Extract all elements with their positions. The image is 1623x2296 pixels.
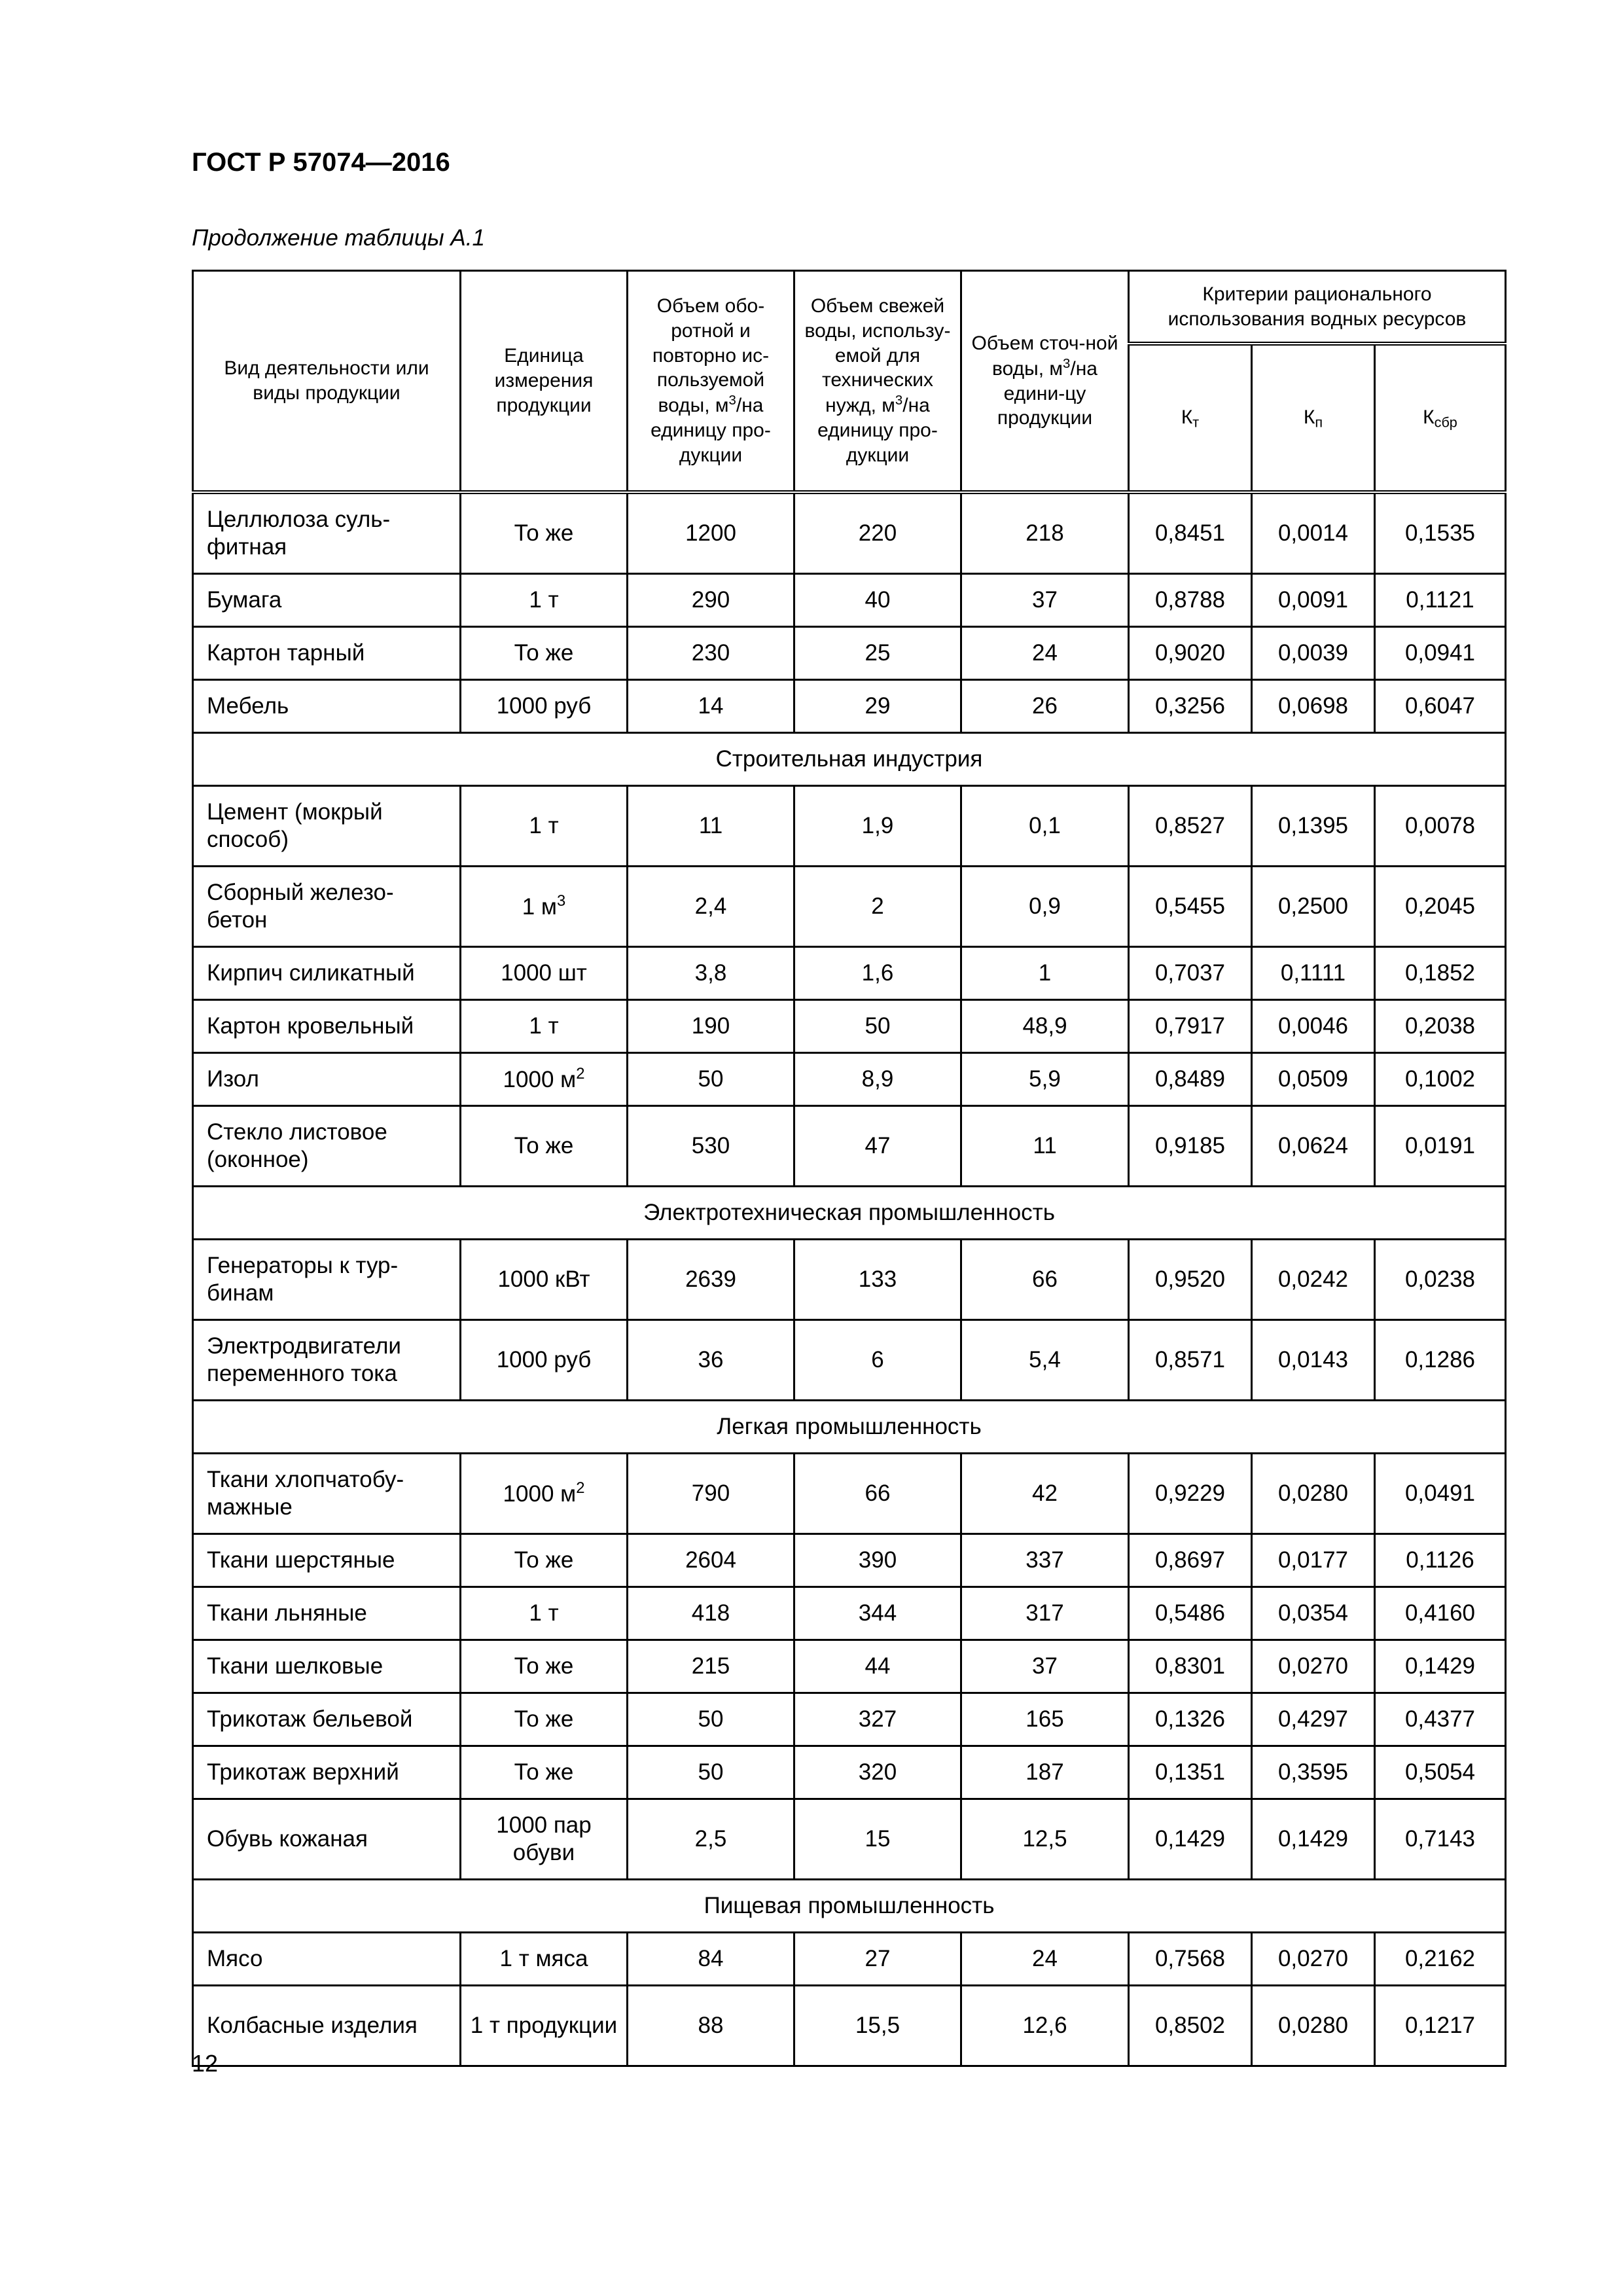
cell-unit: [461, 1454, 628, 1534]
cell-fresh: 1,6: [794, 947, 961, 1000]
cell-kt: 0,8788: [1129, 574, 1252, 627]
cell-name: Генераторы к тур-бинам: [193, 1240, 461, 1320]
cell-fresh: 15,5: [794, 1986, 961, 2066]
cell-unit: [461, 1933, 628, 1986]
cell-kp: 0,0039: [1252, 627, 1375, 680]
cell-unit: [461, 1693, 628, 1746]
cell-waste: 218: [961, 492, 1129, 574]
cell-waste: 66: [961, 1240, 1129, 1320]
cell-unit: [461, 574, 628, 627]
cell-ksbr: 0,1217: [1375, 1986, 1506, 2066]
cell-kp: 0,0091: [1252, 574, 1375, 627]
cell-kp: 0,0354: [1252, 1587, 1375, 1640]
unit-text: То же: [514, 1133, 574, 1158]
cell-waste: 42: [961, 1454, 1129, 1534]
cell-kp: 0,1111: [1252, 947, 1375, 1000]
page-number: 12: [192, 2050, 219, 2077]
cell-unit: [461, 1799, 628, 1880]
cell-unit: [461, 680, 628, 733]
cell-fresh: 66: [794, 1454, 961, 1534]
cell-unit: [461, 1587, 628, 1640]
cell-kp: 0,0509: [1252, 1053, 1375, 1106]
cell-kt: 0,8697: [1129, 1534, 1252, 1587]
cell-name: Мебель: [193, 680, 461, 733]
cell-ksbr: 0,0491: [1375, 1454, 1506, 1534]
cell-kp: 0,4297: [1252, 1693, 1375, 1746]
cell-waste: 317: [961, 1587, 1129, 1640]
unit-text: 1000 руб: [496, 1347, 592, 1372]
table-row: [193, 1640, 1506, 1693]
table-row: [193, 1534, 1506, 1587]
unit-text: 1 т: [529, 1013, 559, 1039]
cell-fresh: 6: [794, 1320, 961, 1401]
cell-kt: 0,8571: [1129, 1320, 1252, 1401]
cell-kp: 0,0177: [1252, 1534, 1375, 1587]
document-title: ГОСТ Р 57074—2016: [192, 148, 450, 177]
cell-recycled: 36: [628, 1320, 794, 1401]
cell-recycled: 190: [628, 1000, 794, 1053]
cell-unit: [461, 1640, 628, 1693]
unit-text: 1000 м: [503, 1067, 577, 1093]
cell-waste: 337: [961, 1534, 1129, 1587]
cell-name: Трикотаж верхний: [193, 1746, 461, 1799]
cell-recycled: 84: [628, 1933, 794, 1986]
section-row: [193, 1880, 1506, 1933]
unit-exponent: 2: [576, 1064, 585, 1083]
cell-kt: 0,7568: [1129, 1933, 1252, 1986]
cell-kt: 0,8451: [1129, 492, 1252, 574]
cell-waste: 165: [961, 1693, 1129, 1746]
cell-waste: 26: [961, 680, 1129, 733]
cell-ksbr: 0,1852: [1375, 947, 1506, 1000]
cell-fresh: 320: [794, 1746, 961, 1799]
cell-waste: 37: [961, 1640, 1129, 1693]
cell-kt: 0,1429: [1129, 1799, 1252, 1880]
section-row: [193, 733, 1506, 786]
cell-fresh: 47: [794, 1106, 961, 1187]
table-row: [193, 1587, 1506, 1640]
cell-waste: 37: [961, 574, 1129, 627]
cell-waste: 0,9: [961, 867, 1129, 947]
table-row: [193, 1106, 1506, 1187]
table-row: [193, 1986, 1506, 2066]
cell-waste: 12,6: [961, 1986, 1129, 2066]
cell-waste: 11: [961, 1106, 1129, 1187]
cell-kt: 0,1326: [1129, 1693, 1252, 1746]
table-row: [193, 1240, 1506, 1320]
cell-kp: 0,0270: [1252, 1640, 1375, 1693]
cell-unit: [461, 1534, 628, 1587]
cell-recycled: 50: [628, 1053, 794, 1106]
table-row: [193, 1320, 1506, 1401]
cell-name: Электродвигатели переменного тока: [193, 1320, 461, 1401]
cell-ksbr: 0,7143: [1375, 1799, 1506, 1880]
water-use-table: [192, 270, 1507, 2067]
cell-kp: 0,0280: [1252, 1454, 1375, 1534]
cell-fresh: 25: [794, 627, 961, 680]
cell-recycled: 14: [628, 680, 794, 733]
unit-text: 1 т: [529, 587, 559, 613]
cell-fresh: 133: [794, 1240, 961, 1320]
cell-recycled: 88: [628, 1986, 794, 2066]
cell-fresh: 29: [794, 680, 961, 733]
cell-name: Ткани шерстяные: [193, 1534, 461, 1587]
table-row: [193, 1746, 1506, 1799]
cell-ksbr: 0,0238: [1375, 1240, 1506, 1320]
unit-text: 1000 шт: [501, 960, 587, 986]
cell-kt: 0,3256: [1129, 680, 1252, 733]
cell-kp: 0,0143: [1252, 1320, 1375, 1401]
cell-kp: 0,0014: [1252, 492, 1375, 574]
cell-ksbr: 0,0191: [1375, 1106, 1506, 1187]
table-header: [193, 271, 1506, 493]
cell-name: Трикотаж бельевой: [193, 1693, 461, 1746]
cell-name: Кирпич силикатный: [193, 947, 461, 1000]
cell-recycled: 215: [628, 1640, 794, 1693]
cell-kp: 0,2500: [1252, 867, 1375, 947]
cell-unit: [461, 1106, 628, 1187]
cell-recycled: 790: [628, 1454, 794, 1534]
cell-name: Колбасные изделия: [193, 1986, 461, 2066]
cell-recycled: 2,4: [628, 867, 794, 947]
unit-exponent: 2: [576, 1479, 585, 1497]
cell-fresh: 8,9: [794, 1053, 961, 1106]
cell-kt: 0,9020: [1129, 627, 1252, 680]
cell-waste: 12,5: [961, 1799, 1129, 1880]
section-row: [193, 1187, 1506, 1240]
cell-recycled: 3,8: [628, 947, 794, 1000]
cell-name: Мясо: [193, 1933, 461, 1986]
cell-waste: 1: [961, 947, 1129, 1000]
cell-unit: [461, 627, 628, 680]
header-kp: $К_п$: [1252, 344, 1375, 492]
cell-ksbr: 0,1429: [1375, 1640, 1506, 1693]
cell-ksbr: 0,4160: [1375, 1587, 1506, 1640]
unit-text: 1 м: [522, 894, 557, 920]
cell-fresh: 40: [794, 574, 961, 627]
unit-text: То же: [514, 1547, 574, 1573]
cell-kt: 0,8527: [1129, 786, 1252, 867]
cell-kp: 0,1429: [1252, 1799, 1375, 1880]
cell-recycled: 2604: [628, 1534, 794, 1587]
header-activity: Вид деятельности или виды продукции: [193, 271, 461, 493]
unit-text: 1000 кВт: [497, 1266, 590, 1292]
cell-ksbr: 0,2038: [1375, 1000, 1506, 1053]
table-row: [193, 867, 1506, 947]
cell-unit: [461, 1320, 628, 1401]
cell-kp: 0,0270: [1252, 1933, 1375, 1986]
cell-fresh: 390: [794, 1534, 961, 1587]
cell-kp: 0,1395: [1252, 786, 1375, 867]
cell-ksbr: 0,0078: [1375, 786, 1506, 867]
table-row: [193, 1933, 1506, 1986]
cell-recycled: 530: [628, 1106, 794, 1187]
cell-recycled: 290: [628, 574, 794, 627]
cell-ksbr: 0,1286: [1375, 1320, 1506, 1401]
cell-kt: 0,9185: [1129, 1106, 1252, 1187]
table-caption: Продолжение таблицы А.1: [192, 225, 485, 251]
cell-kp: 0,3595: [1252, 1746, 1375, 1799]
cell-fresh: 327: [794, 1693, 961, 1746]
cell-waste: 48,9: [961, 1000, 1129, 1053]
cell-ksbr: 0,5054: [1375, 1746, 1506, 1799]
cell-fresh: 344: [794, 1587, 961, 1640]
cell-ksbr: 0,6047: [1375, 680, 1506, 733]
cell-fresh: 44: [794, 1640, 961, 1693]
unit-text: 1 т продукции: [470, 2013, 618, 2038]
cell-unit: [461, 1240, 628, 1320]
cell-kt: 0,5455: [1129, 867, 1252, 947]
cell-ksbr: 0,1002: [1375, 1053, 1506, 1106]
unit-text: То же: [514, 1759, 574, 1785]
unit-text: 1 т: [529, 1600, 559, 1626]
header-unit: Единица измерения продукции: [461, 271, 628, 493]
cell-kt: 0,9520: [1129, 1240, 1252, 1320]
cell-waste: 5,4: [961, 1320, 1129, 1401]
cell-name: Изол: [193, 1053, 461, 1106]
cell-ksbr: 0,1535: [1375, 492, 1506, 574]
cell-name: Стекло листовое (оконное): [193, 1106, 461, 1187]
cell-kt: 0,8502: [1129, 1986, 1252, 2066]
unit-text: То же: [514, 1653, 574, 1679]
cell-recycled: 2639: [628, 1240, 794, 1320]
cell-name: Ткани шелковые: [193, 1640, 461, 1693]
header-recycled-water: Объем обо-ротной и повторно ис-пользуемой воды, $м^3/на$ единицу про-дукции: [628, 271, 794, 493]
cell-unit: [461, 492, 628, 574]
unit-text: 1000 пар обуви: [496, 1812, 592, 1865]
cell-ksbr: 0,1121: [1375, 574, 1506, 627]
cell-fresh: 220: [794, 492, 961, 574]
table-row: [193, 947, 1506, 1000]
cell-name: Бумага: [193, 574, 461, 627]
cell-waste: 0,1: [961, 786, 1129, 867]
unit-text: То же: [514, 640, 574, 666]
cell-ksbr: 0,4377: [1375, 1693, 1506, 1746]
unit-text: То же: [514, 1706, 574, 1732]
cell-waste: 5,9: [961, 1053, 1129, 1106]
section-row: [193, 1401, 1506, 1454]
cell-waste: 187: [961, 1746, 1129, 1799]
cell-fresh: 27: [794, 1933, 961, 1986]
cell-kp: 0,0698: [1252, 680, 1375, 733]
cell-waste: 24: [961, 627, 1129, 680]
cell-name: Целлюлоза суль-фитная: [193, 492, 461, 574]
cell-fresh: 50: [794, 1000, 961, 1053]
table-row: [193, 1000, 1506, 1053]
cell-fresh: 15: [794, 1799, 961, 1880]
unit-text: 1000 м: [503, 1481, 577, 1507]
cell-name: Ткани льняные: [193, 1587, 461, 1640]
cell-kt: 0,5486: [1129, 1587, 1252, 1640]
table-row: [193, 680, 1506, 733]
cell-recycled: 418: [628, 1587, 794, 1640]
cell-kt: 0,7037: [1129, 947, 1252, 1000]
cell-unit: [461, 867, 628, 947]
cell-kt: 0,8301: [1129, 1640, 1252, 1693]
cell-name: Обувь кожаная: [193, 1799, 461, 1880]
cell-name: Цемент (мокрый способ): [193, 786, 461, 867]
cell-kp: 0,0280: [1252, 1986, 1375, 2066]
cell-kt: 0,1351: [1129, 1746, 1252, 1799]
cell-ksbr: 0,2162: [1375, 1933, 1506, 1986]
cell-waste: 24: [961, 1933, 1129, 1986]
table-body: [193, 492, 1506, 2066]
cell-recycled: 230: [628, 627, 794, 680]
cell-name: Сборный железо-бетон: [193, 867, 461, 947]
table-row: [193, 627, 1506, 680]
table-row: [193, 492, 1506, 574]
table-row: [193, 786, 1506, 867]
cell-name: Картон кровельный: [193, 1000, 461, 1053]
table-row: [193, 1693, 1506, 1746]
cell-recycled: 11: [628, 786, 794, 867]
unit-text: 1 т мяса: [499, 1946, 588, 1971]
cell-unit: [461, 1986, 628, 2066]
cell-recycled: 2,5: [628, 1799, 794, 1880]
cell-ksbr: 0,1126: [1375, 1534, 1506, 1587]
cell-unit: [461, 786, 628, 867]
header-waste-water: Объем сточ-ной воды, $м^3/на$ едини-цу продукции: [961, 271, 1129, 493]
cell-fresh: 2: [794, 867, 961, 947]
header-kt: $К_т$: [1129, 344, 1252, 492]
cell-name: Ткани хлопчатобу-мажные: [193, 1454, 461, 1534]
cell-recycled: 1200: [628, 492, 794, 574]
cell-kp: 0,0624: [1252, 1106, 1375, 1187]
header-fresh-water: Объем свежей воды, использу-емой для технических нужд, $м^3/на$ единицу про-дукции: [794, 271, 961, 493]
section-title: Электротехническая промышленность: [193, 1187, 1506, 1240]
cell-recycled: 50: [628, 1693, 794, 1746]
header-criteria: Критерии рационального использования водных ресурсов: [1129, 271, 1506, 344]
table-row: [193, 574, 1506, 627]
section-title: Пищевая промышленность: [193, 1880, 1506, 1933]
cell-unit: [461, 1746, 628, 1799]
unit-exponent: 3: [557, 891, 566, 910]
cell-recycled: 50: [628, 1746, 794, 1799]
section-title: Строительная индустрия: [193, 733, 1506, 786]
section-title: Легкая промышленность: [193, 1401, 1506, 1454]
cell-name: Картон тарный: [193, 627, 461, 680]
table-row: [193, 1799, 1506, 1880]
unit-text: 1000 руб: [496, 693, 592, 719]
table-row: [193, 1454, 1506, 1534]
unit-text: 1 т: [529, 813, 559, 838]
cell-kp: 0,0242: [1252, 1240, 1375, 1320]
cell-unit: [461, 1053, 628, 1106]
cell-kp: 0,0046: [1252, 1000, 1375, 1053]
cell-ksbr: 0,2045: [1375, 867, 1506, 947]
cell-ksbr: 0,0941: [1375, 627, 1506, 680]
header-ksbr: $К_{сбр}$: [1375, 344, 1506, 492]
unit-text: То же: [514, 520, 574, 546]
cell-kt: 0,9229: [1129, 1454, 1252, 1534]
table-row: [193, 1053, 1506, 1106]
cell-kt: 0,7917: [1129, 1000, 1252, 1053]
cell-kt: 0,8489: [1129, 1053, 1252, 1106]
cell-unit: [461, 947, 628, 1000]
cell-unit: [461, 1000, 628, 1053]
cell-fresh: 1,9: [794, 786, 961, 867]
